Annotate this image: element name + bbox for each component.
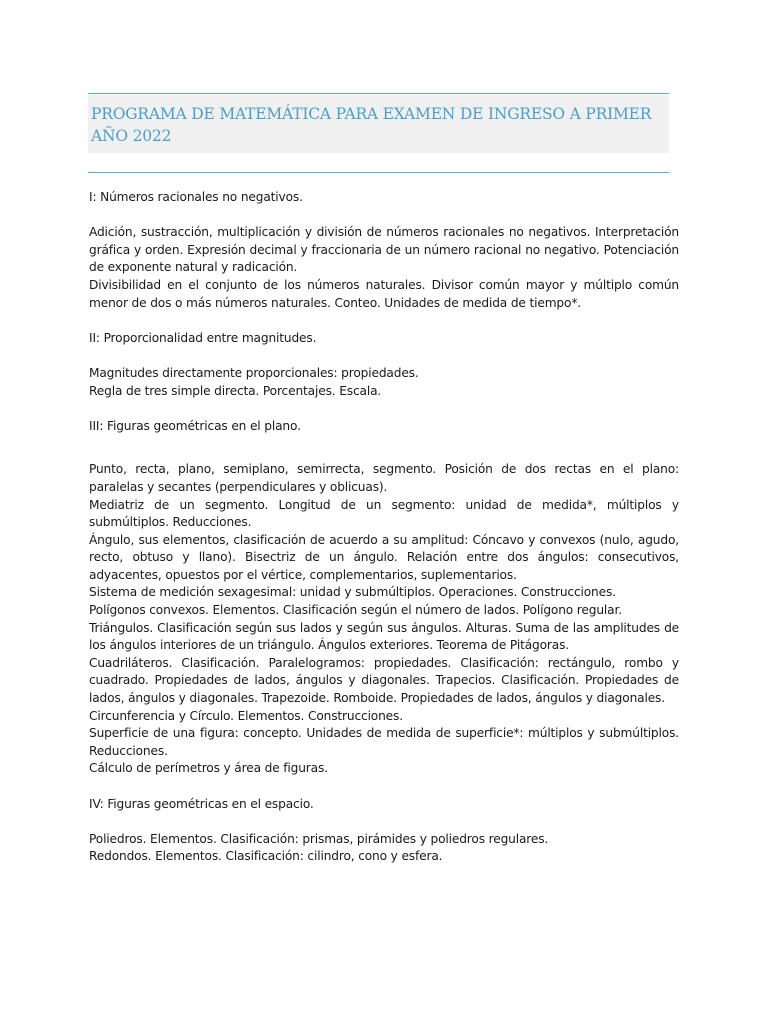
section-heading-1: I: Números racionales no negativos. bbox=[89, 190, 303, 204]
paragraph: Cuadriláteros. Clasificación. Paralelogramos: propiedades. Clasificación: rectángulo, rombo y cuadrado. Propiedades de lados, ángulos y diagonales. Trapecios. Clasificación. Propiedades de lados, ángulos y diagonales. Trapezoide. Romboide. Propiedades de lados, ángulos y diagonales. bbox=[89, 655, 679, 706]
paragraph: Mediatriz de un segmento. Longitud de un segmento: unidad de medida*, múltiplos y submúltiplos. Reducciones. bbox=[89, 497, 679, 530]
paragraph: Regla de tres simple directa. Porcentajes. Escala. bbox=[89, 383, 382, 398]
paragraph: Triángulos. Clasificación según sus lados y según sus ángulos. Alturas. Suma de las amplitudes de los ángulos interiores de un triángulo. Ángulos exteriores. Teorema de Pitágoras. bbox=[89, 620, 679, 653]
document-title: PROGRAMA DE MATEMÁTICA PARA EXAMEN DE INGRESO A PRIMER AÑO 2022 bbox=[91, 105, 652, 145]
document-body bbox=[89, 189, 679, 866]
paragraph: Redondos. Elementos. Clasificación: cilindro, cono y esfera. bbox=[89, 849, 443, 864]
section-heading-4: IV: Figuras geométricas en el espacio. bbox=[89, 796, 314, 811]
paragraph: Superficie de una figura: concepto. Unidades de medida de superficie*: múltiplos y submúltiplos. Reducciones. bbox=[89, 726, 679, 758]
section-heading-2: II: Proporcionalidad entre magnitudes. bbox=[89, 330, 317, 345]
paragraph: Poliedros. Elementos. Clasificación: prismas, pirámides y poliedros regulares. bbox=[89, 831, 549, 846]
section-heading-3: III: Figuras geométricas en el plano. bbox=[89, 418, 301, 433]
paragraph: Polígonos convexos. Elementos. Clasificación según el número de lados. Polígono regular. bbox=[89, 603, 622, 618]
paragraph: Sistema de medición sexagesimal: unidad y submúltiplos. Operaciones. Construcciones. bbox=[89, 585, 616, 600]
paragraph: Divisibilidad en el conjunto de los números naturales. Divisor común mayor y múltiplo común menor de dos o más números naturales. Conteo. Unidades de medida de tiempo*. bbox=[89, 277, 679, 310]
paragraph: Circunferencia y Círculo. Elementos. Construcciones. bbox=[89, 708, 403, 723]
title-block bbox=[88, 93, 669, 173]
paragraph: Cálculo de perímetros y área de figuras. bbox=[89, 761, 328, 776]
paragraph: Ángulo, sus elementos, clasificación de acuerdo a su amplitud: Cóncavo y convexos (nulo, agudo, recto, obtuso y llano). Bisectriz de un ángulo. Relación entre dos ángulos: consecutivos, adyacentes, opuestos por el vértice, complementarios, suplementarios. bbox=[89, 532, 679, 582]
paragraph: Magnitudes directamente proporcionales: propiedades. bbox=[89, 365, 419, 380]
paragraph: Punto, recta, plano, semiplano, semirrecta, segmento. Posición de dos rectas en el plano: paralelas y secantes (perpendiculares y oblicuas). bbox=[89, 462, 679, 494]
paragraph: Adición, sustracción, multiplicación y división de números racionales no negativos. Interpretación gráfica y orden. Expresión decimal y fraccionaria de un número racional no negativo. Potenciación de exponente natural y radicación. bbox=[89, 225, 679, 275]
